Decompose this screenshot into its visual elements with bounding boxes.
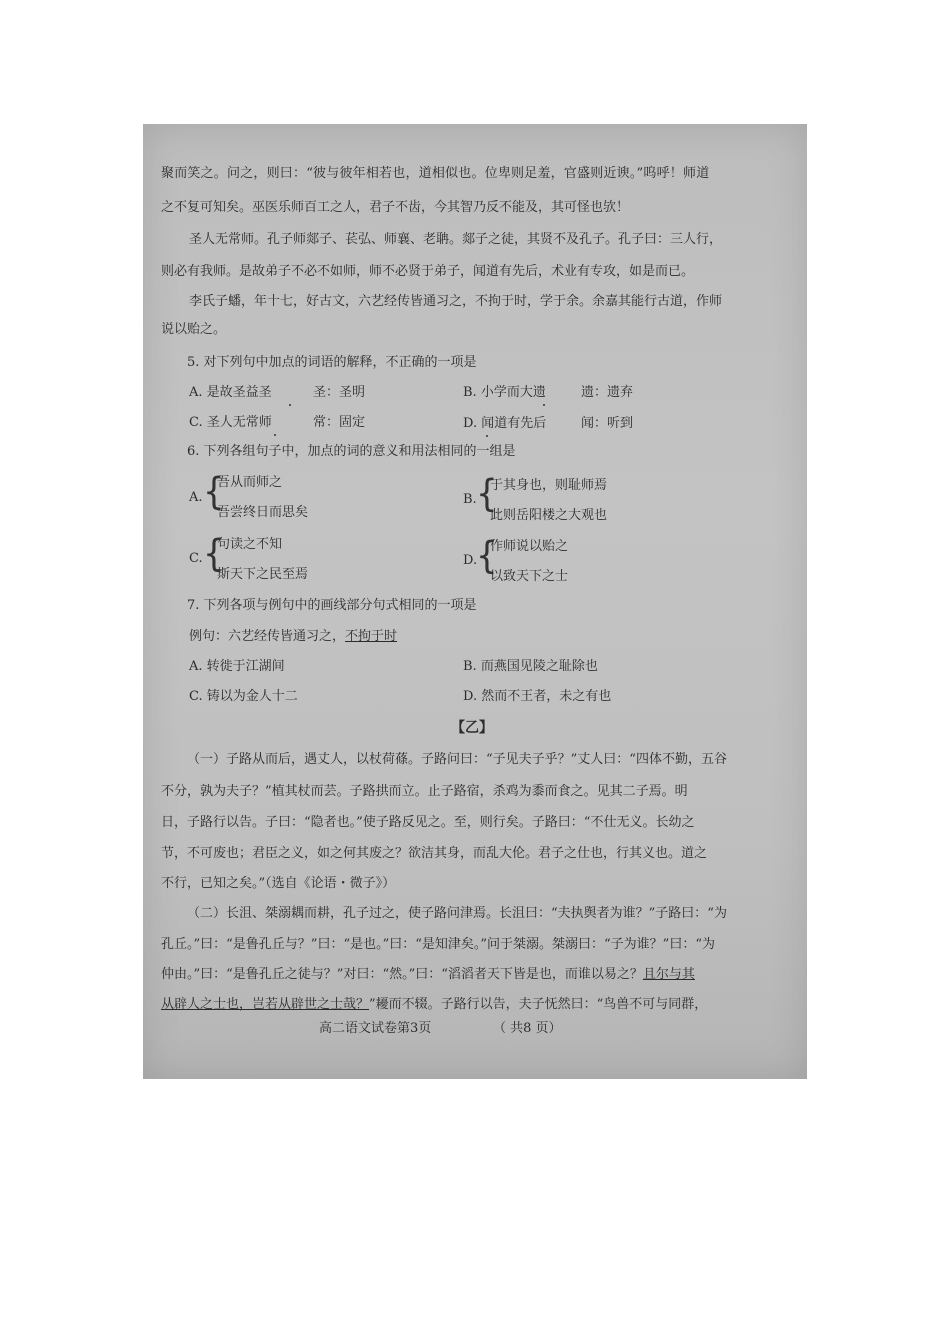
q7-example-prefix: 例句：六艺经传皆通习之， bbox=[189, 629, 346, 644]
q6-option-c-line2: 斯天下之民至焉 bbox=[217, 567, 309, 582]
brace-icon: { bbox=[476, 472, 498, 516]
passage-b-line: 不行，已知之矣。”（选自《论语・微子》） bbox=[161, 876, 396, 891]
footer-page-label: 高二语文试卷第3页 bbox=[319, 1021, 432, 1036]
passage-a-line: 则必有我师。是故弟子不必不如师，师不必贤于弟子，闻道有先后，术业有专攻，如是而已。 bbox=[161, 264, 695, 279]
q7-example bbox=[189, 629, 397, 645]
brace-icon: { bbox=[476, 534, 498, 578]
q5-option-b: B. 小学而大遗 bbox=[463, 385, 546, 400]
q7-option-c: C. 铸以为金人十二 bbox=[189, 689, 298, 704]
q6-option-d-line2: 以致天下之士 bbox=[490, 569, 569, 584]
section-b-title: 【乙】 bbox=[451, 720, 493, 736]
q6-option-a-line1: 吾从而师之 bbox=[217, 475, 283, 490]
passage-a-line: 之不复可知矣。巫医乐师百工之人，君子不齿，今其智乃反不能及，其可怪也欤！ bbox=[161, 200, 630, 215]
passage-b-line: 不分，孰为夫子？”植其杖而芸。子路拱而立。止子路宿，杀鸡为黍而食之。见其二子焉。明 bbox=[161, 784, 688, 799]
q6-option-b-label: B. bbox=[463, 492, 477, 507]
question-6-stem: 6. 下列各组句子中，加点的词的意义和用法相同的一组是 bbox=[187, 444, 516, 459]
q6-option-d-line1: 作师说以贻之 bbox=[490, 539, 569, 554]
passage-b-line bbox=[161, 967, 695, 983]
q6-option-c-label: C. bbox=[189, 551, 203, 566]
underlined-sentence-part1: 且尔与其 bbox=[642, 967, 695, 982]
q6-option-d-label: D. bbox=[463, 553, 478, 568]
q7-option-a: A. 转徙于江湖间 bbox=[189, 659, 285, 674]
passage-b-line-tail: ”耰而不辍。子路行以告，夫子怃然曰：“鸟兽不可与同群， bbox=[369, 997, 708, 1012]
q6-option-a-label: A. bbox=[189, 490, 203, 505]
underlined-sentence-part2: 从辟人之士也，岂若从辟世之士哉？ bbox=[161, 997, 370, 1012]
emphasis-dot bbox=[486, 435, 488, 437]
question-7-stem: 7. 下列各项与例句中的画线部分句式相同的一项是 bbox=[187, 598, 477, 613]
footer-page-total: （ 共8 页） bbox=[493, 1021, 562, 1036]
q5-option-d: D. 闻道有先后 bbox=[463, 416, 547, 431]
passage-b-line-text: 仲由。”曰：“是鲁孔丘之徒与？”对曰：“然。”曰：“滔滔者天下皆是也，而谁以易之？ bbox=[161, 967, 643, 982]
emphasis-dot bbox=[274, 434, 276, 436]
q5-option-d-gloss: 闻：听到 bbox=[581, 416, 634, 431]
brace-icon: { bbox=[203, 470, 225, 514]
q6-option-c-line1: 句读之不知 bbox=[217, 537, 283, 552]
q5-option-c-gloss: 常：固定 bbox=[313, 415, 366, 430]
passage-b-line bbox=[161, 997, 707, 1013]
passage-a-line: 说以贻之。 bbox=[161, 322, 227, 337]
q5-option-a: A. 是故圣益圣 bbox=[189, 385, 272, 400]
passage-b-line: （一）子路从而后，遇丈人，以杖荷蓧。子路问曰：“子见夫子乎？”丈人曰：“四体不勤，五谷 bbox=[187, 752, 727, 767]
passage-b-line: 孔丘。”曰：“是鲁孔丘与？”曰：“是也。”曰：“是知津矣。”问于桀溺。桀溺曰：“子为谁？”曰：“为 bbox=[161, 937, 715, 952]
q5-option-c: C. 圣人无常师 bbox=[189, 415, 272, 430]
q6-option-b-line2: 此则岳阳楼之大观也 bbox=[490, 508, 608, 523]
question-5-stem: 5. 对下列句中加点的词语的解释，不正确的一项是 bbox=[187, 355, 477, 370]
passage-a-line: 李氏子蟠，年十七，好古文，六艺经传皆通习之，不拘于时，学于余。余嘉其能行古道，作师 bbox=[189, 294, 723, 309]
passage-b-line: 日，子路行以告。子曰：“隐者也。”使子路反见之。至，则行矣。子路曰：“不仕无义。长幼之 bbox=[161, 815, 695, 830]
q7-example-underlined: 不拘于时 bbox=[345, 629, 398, 644]
q5-option-b-gloss: 遗：遗弃 bbox=[581, 385, 634, 400]
q6-option-b-line1: 于其身也，则耻师焉 bbox=[490, 478, 608, 493]
brace-icon: { bbox=[203, 532, 225, 576]
q6-option-a-line2: 吾尝终日而思矣 bbox=[217, 505, 309, 520]
passage-a-line: 聚而笑之。问之，则曰：“彼与彼年相若也，道相似也。位卑则足羞，官盛则近谀。”呜呼！师道 bbox=[161, 166, 710, 181]
q5-option-a-gloss: 圣：圣明 bbox=[313, 385, 366, 400]
emphasis-dot bbox=[543, 404, 545, 406]
q7-option-d: D. 然而不王者，未之有也 bbox=[463, 689, 612, 704]
q7-option-b: B. 而燕国见陵之耻除也 bbox=[463, 659, 598, 674]
exam-page-photo bbox=[143, 124, 807, 1079]
passage-a-line: 圣人无常师。孔子师郯子、苌弘、师襄、老聃。郯子之徒，其贤不及孔子。孔子曰：三人行， bbox=[189, 232, 723, 247]
emphasis-dot bbox=[289, 404, 291, 406]
passage-b-line: 节，不可废也；君臣之义，如之何其废之？欲洁其身，而乱大伦。君子之仕也，行其义也。道之 bbox=[161, 846, 708, 861]
passage-b-line: （二）长沮、桀溺耦而耕，孔子过之，使子路问津焉。长沮曰：“夫执舆者为谁？”子路曰：“为 bbox=[187, 906, 727, 921]
